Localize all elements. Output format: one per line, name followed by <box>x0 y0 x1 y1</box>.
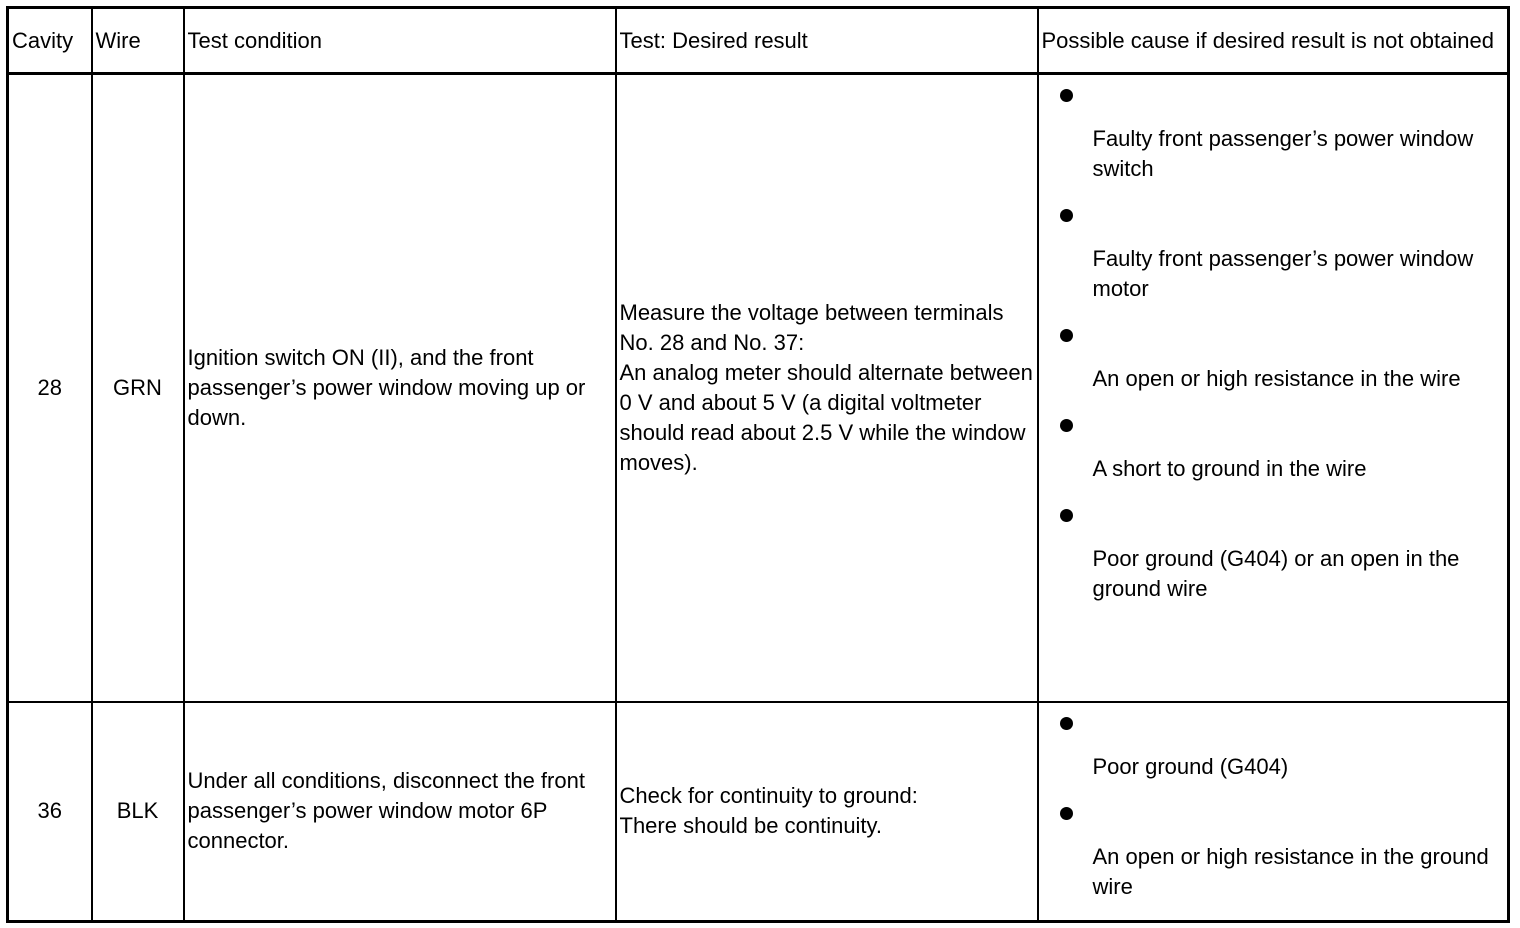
table-row <box>8 74 1509 702</box>
bullet-icon <box>1060 419 1073 432</box>
test-condition-cell: Ignition switch ON (II), and the front passenger’s power window moving up or down. <box>184 74 616 702</box>
possible-cause-cell <box>1038 74 1509 702</box>
list-item <box>1042 319 1505 409</box>
cause-text: A short to ground in the wire <box>1092 456 1367 481</box>
diagnostic-table <box>6 6 1510 923</box>
cause-list <box>1042 79 1505 619</box>
desired-result-cell: Measure the voltage between terminals No. 28 and No. 37: An analog meter should alternate between 0 V and about 5 V (a digital voltmeter should read about 2.5 V while the window moves). <box>616 74 1038 702</box>
test-condition-cell: Under all conditions, disconnect the front passenger’s power window motor 6P connector. <box>184 702 616 922</box>
cause-text: Faulty front passenger’s power window switch <box>1092 126 1474 181</box>
bullet-icon <box>1060 209 1073 222</box>
list-item <box>1042 199 1505 319</box>
bullet-icon <box>1060 717 1073 730</box>
list-item <box>1042 79 1505 199</box>
list-item <box>1042 499 1505 619</box>
header-cavity: Cavity <box>8 8 92 74</box>
header-test-condition: Test condition <box>184 8 616 74</box>
list-item <box>1042 797 1505 917</box>
table-row <box>8 702 1509 922</box>
list-item <box>1042 409 1505 499</box>
cause-text: Poor ground (G404) <box>1092 753 1289 779</box>
bullet-icon <box>1060 329 1073 342</box>
table-header-row <box>8 8 1509 74</box>
header-wire: Wire <box>92 8 184 74</box>
wire-cell: BLK <box>92 702 184 922</box>
possible-cause-cell <box>1038 702 1509 922</box>
list-item <box>1042 707 1505 797</box>
wire-cell: GRN <box>92 74 184 702</box>
cause-text: Faulty front passenger’s power window motor <box>1092 246 1474 301</box>
desired-result-cell: Check for continuity to ground: There should be continuity. <box>616 702 1038 922</box>
cavity-cell: 36 <box>8 702 92 922</box>
bullet-icon <box>1060 89 1073 102</box>
bullet-icon <box>1060 509 1073 522</box>
cause-text: Poor ground (G404) or an open in the ground wire <box>1092 546 1460 601</box>
cause-text: An open or high resistance in the ground wire <box>1092 843 1489 899</box>
cavity-cell: 28 <box>8 74 92 702</box>
cause-text: An open or high resistance in the wire <box>1092 366 1461 391</box>
bullet-icon <box>1060 807 1073 820</box>
header-desired-result: Test: Desired result <box>616 8 1038 74</box>
cause-list <box>1042 707 1505 917</box>
header-possible-cause: Possible cause if desired result is not obtained <box>1038 8 1509 74</box>
